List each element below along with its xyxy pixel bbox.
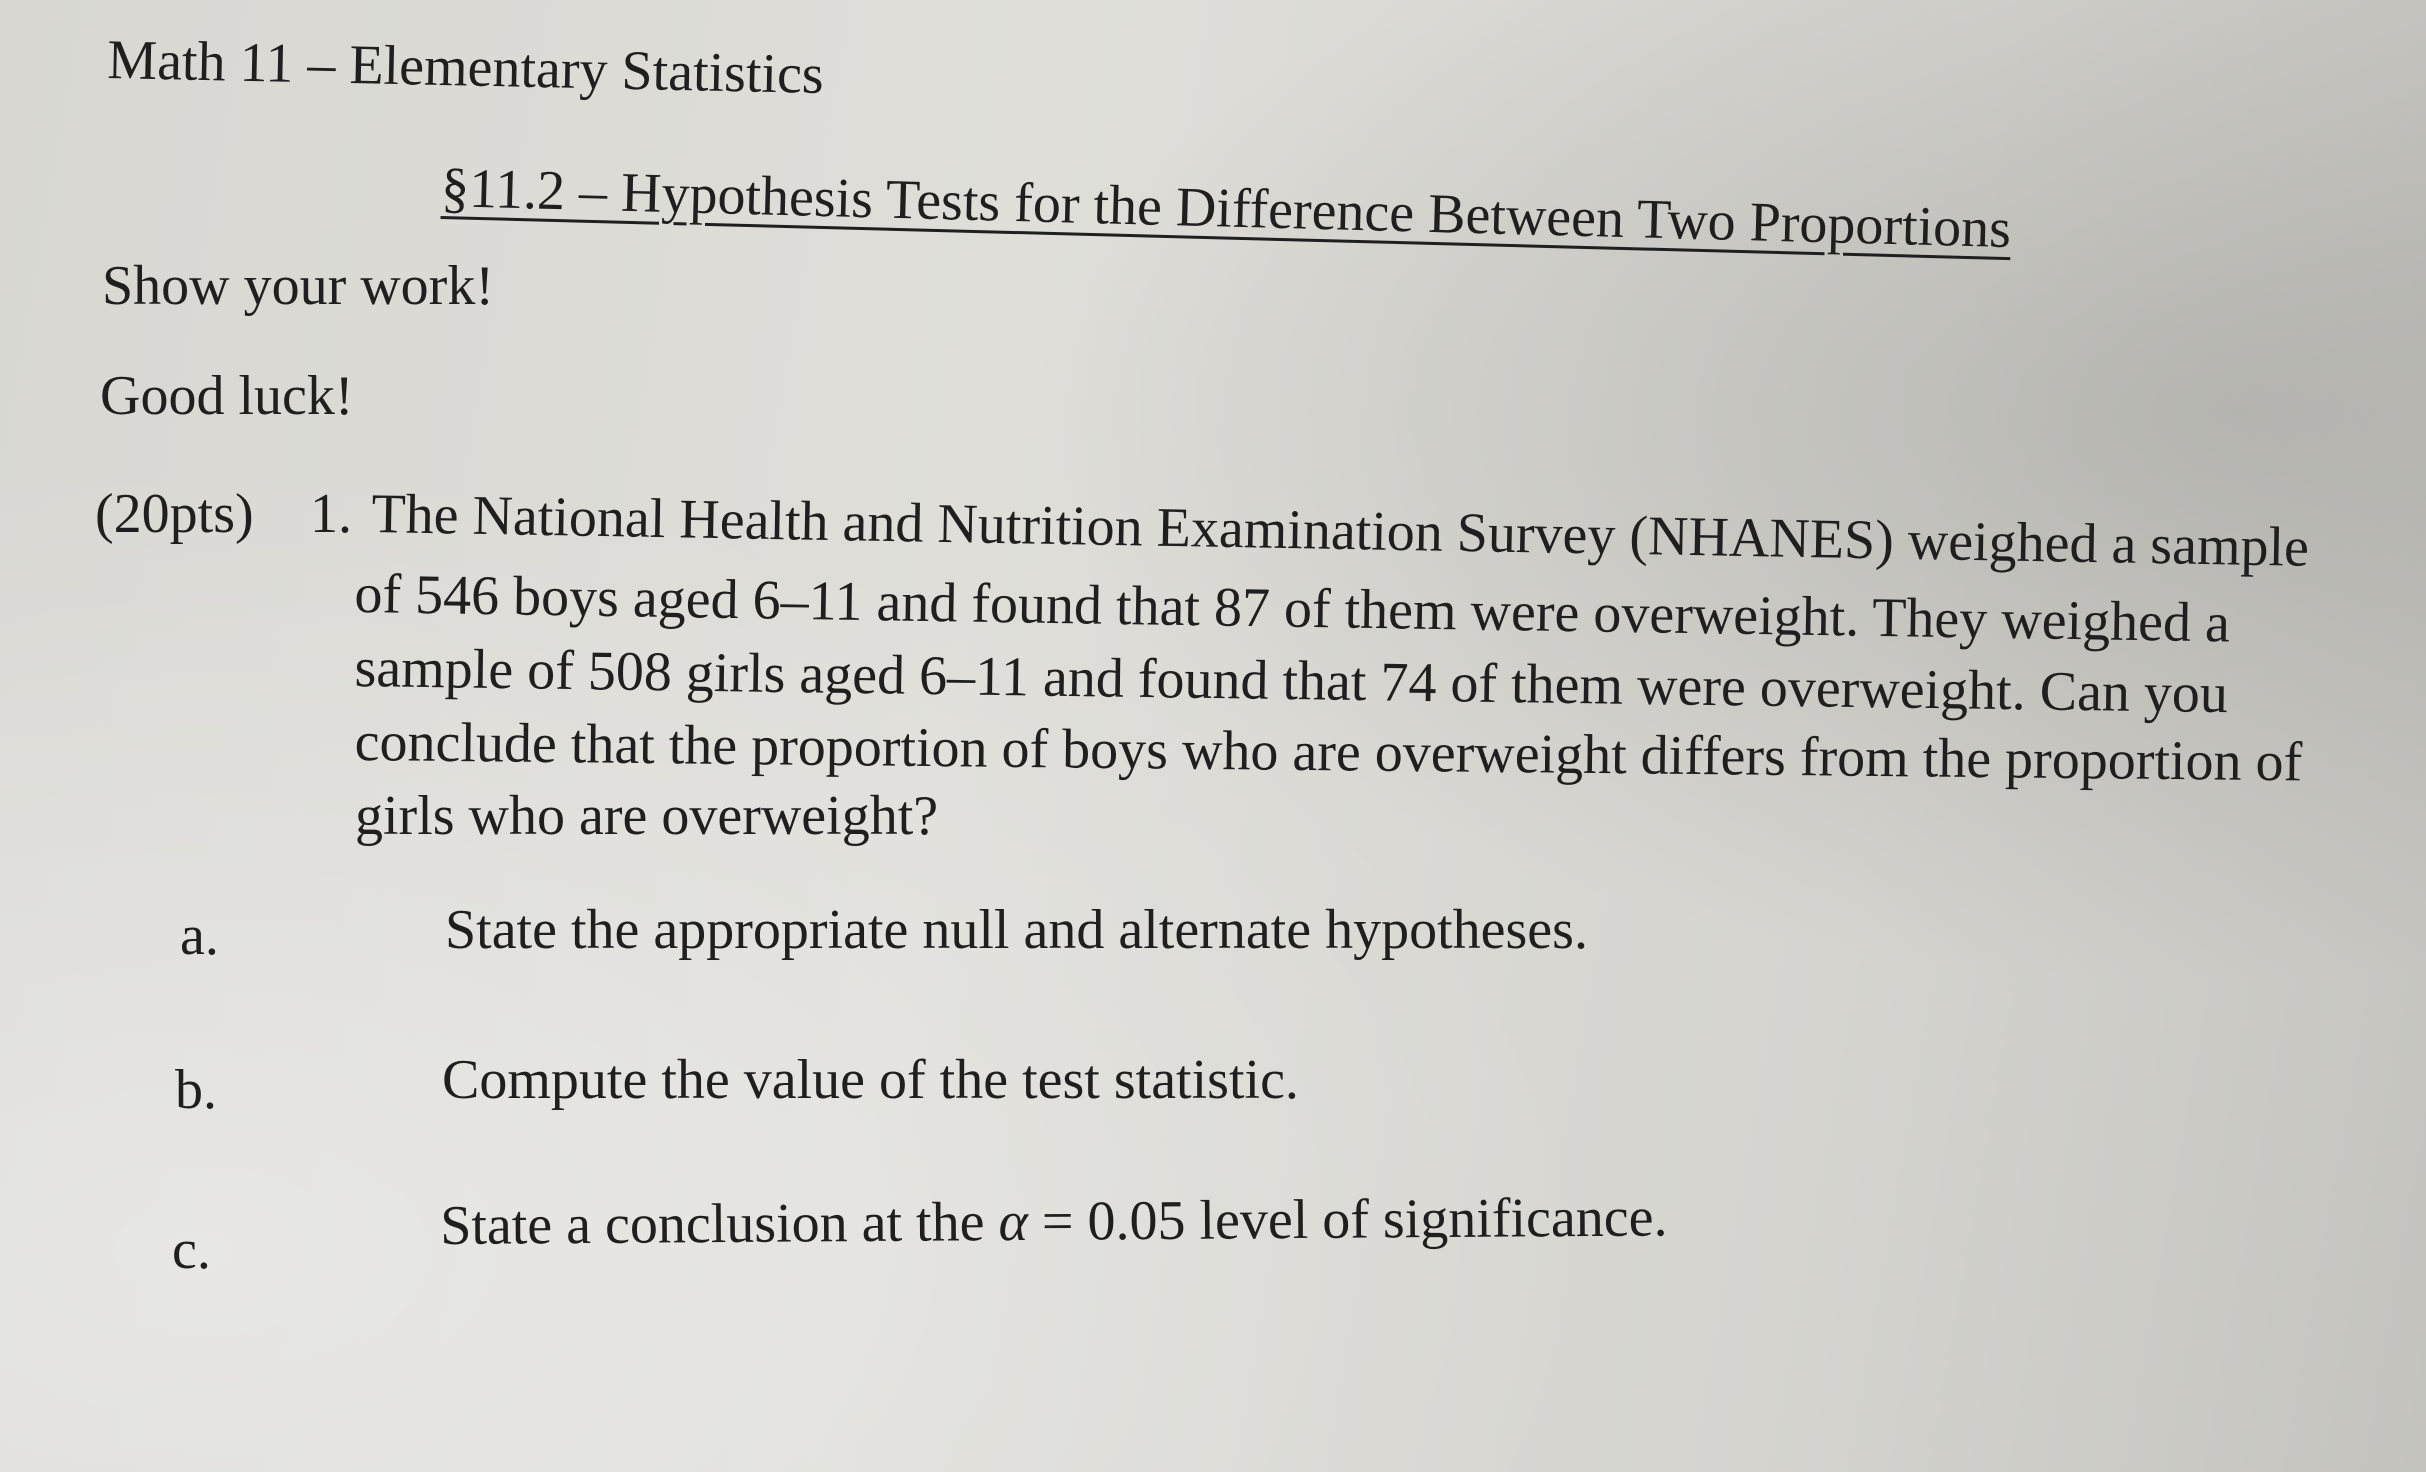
question-text-line: The National Health and Nutrition Examination Survey (NHANES) weighed a sample <box>370 483 2310 579</box>
part-c-text-before: State a conclusion at the <box>439 1191 999 1257</box>
part-c-label: c. <box>172 1219 211 1281</box>
part-c-text <box>439 1186 1668 1257</box>
question-text-line: sample of 508 girls aged 6–11 and found that 74 of them were overweight. Can you <box>354 637 2229 726</box>
question-text-line: girls who are overweight? <box>355 785 939 847</box>
question-text-line: conclude that the proportion of boys who are overweight differs from the proportion of <box>354 711 2303 794</box>
question-points: (20pts) <box>95 483 254 545</box>
section-title: §11.2 – Hypothesis Tests for the Difference Between Two Proportions <box>440 157 2012 261</box>
part-b-text: Compute the value of the test statistic. <box>442 1049 1299 1111</box>
part-c-text-after: = 0.05 level of significance. <box>1027 1186 1668 1253</box>
part-a-text: State the appropriate null and alternate hypotheses. <box>445 899 1588 961</box>
part-b-label: b. <box>175 1059 217 1121</box>
course-title: Math 11 – Elementary Statistics <box>106 29 825 106</box>
question-number: 1. <box>310 483 352 545</box>
instruction-show-work: Show your work! <box>102 255 494 317</box>
question-text-line: of 546 boys aged 6–11 and found that 87 of them were overweight. They weighed a <box>354 563 2231 655</box>
alpha-symbol: α <box>998 1190 1029 1254</box>
part-a-label: a. <box>180 905 219 967</box>
instruction-good-luck: Good luck! <box>100 365 354 427</box>
